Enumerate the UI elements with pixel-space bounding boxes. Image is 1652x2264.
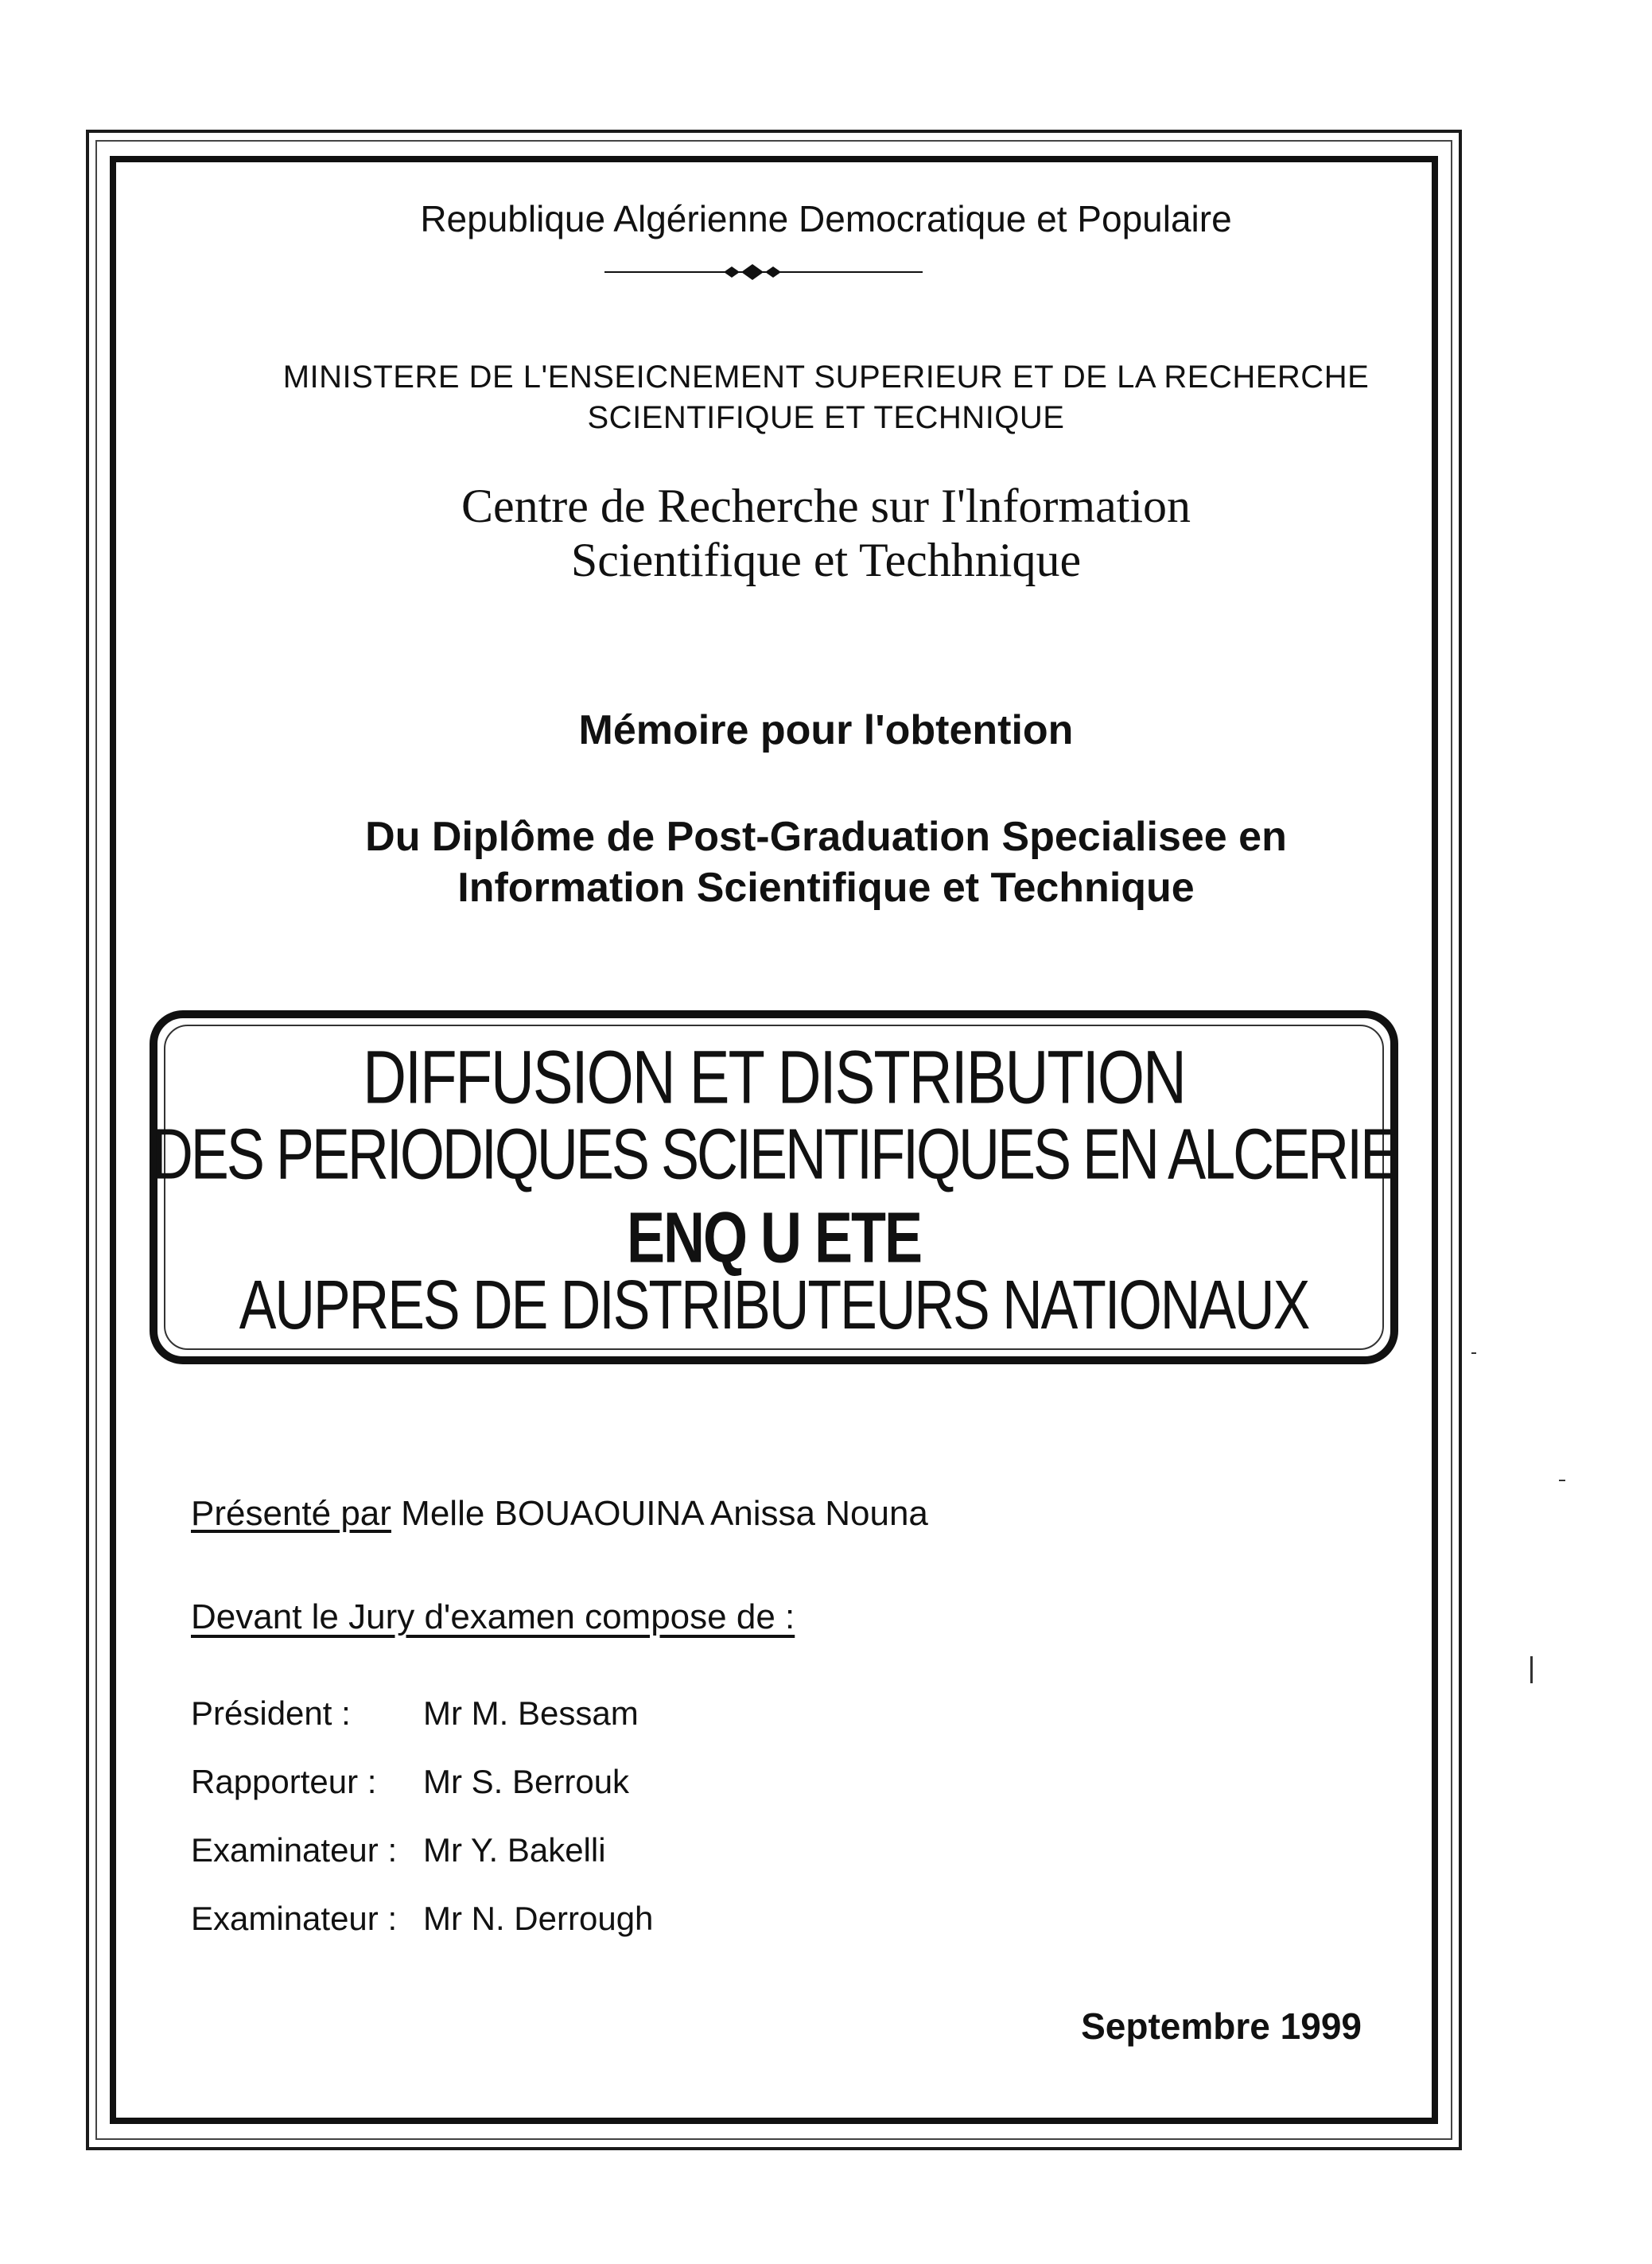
thesis-title-line-4: AUPRES DE DISTRIBUTEURS NATIONAUX xyxy=(239,1266,1309,1344)
jury-name: Mr Y. Bakelli xyxy=(423,1831,606,1869)
thesis-title-line-2: DES PERIODIQUES SCIENTIFIQUES EN ALCERIE xyxy=(151,1114,1397,1195)
jury-name: Mr M. Bessam xyxy=(423,1694,639,1732)
ornamental-divider xyxy=(604,264,923,280)
presenter-name: Melle BOUAOUINA Anissa Nouna xyxy=(401,1494,928,1533)
diplome-line-1: Du Diplôme de Post-Graduation Specialisee en xyxy=(365,814,1287,860)
thesis-title-line-1: DIFFUSION ET DISTRIBUTION xyxy=(363,1035,1185,1120)
scan-speck xyxy=(1530,1656,1533,1683)
jury-role: Examinateur : xyxy=(191,1831,398,1869)
presenter-label: Présenté par xyxy=(191,1494,391,1533)
memoire-heading: Mémoire pour l'obtention xyxy=(578,707,1074,753)
presenter-line xyxy=(191,1494,928,1534)
jury-member xyxy=(191,1694,639,1733)
jury-role: Président : xyxy=(191,1694,351,1732)
jury-role: Rapporteur : xyxy=(191,1763,377,1800)
scan-speck xyxy=(1559,1480,1565,1481)
centre-line-2: Scientifique et Techhnique xyxy=(570,534,1082,586)
date: Septembre 1999 xyxy=(1081,2005,1362,2047)
jury-name: Mr N. Derrough xyxy=(423,1900,654,1937)
diplome-line-2: Information Scientifique et Technique xyxy=(457,865,1195,911)
jury-member xyxy=(191,1763,629,1801)
thesis-title-line-3: ENQ U ETE xyxy=(626,1198,922,1278)
scan-speck xyxy=(1471,1352,1476,1354)
jury-name: Mr S. Berrouk xyxy=(423,1763,630,1800)
centre-line-1: Centre de Recherche sur I'lnformation xyxy=(461,480,1191,532)
jury-member xyxy=(191,1900,653,1938)
jury-heading: Devant le Jury d'examen compose de : xyxy=(191,1597,795,1636)
ministry-line-1: MINISTERE DE L'ENSEICNEMENT SUPERIEUR ET DE LA RECHERCHE xyxy=(282,360,1370,395)
jury-role: Examinateur : xyxy=(191,1900,398,1937)
ministry-line-2: SCIENTIFIQUE ET TECHNIQUE xyxy=(587,400,1065,435)
republic-heading: Republique Algérienne Democratique et Populaire xyxy=(420,198,1232,239)
jury-member xyxy=(191,1831,606,1869)
